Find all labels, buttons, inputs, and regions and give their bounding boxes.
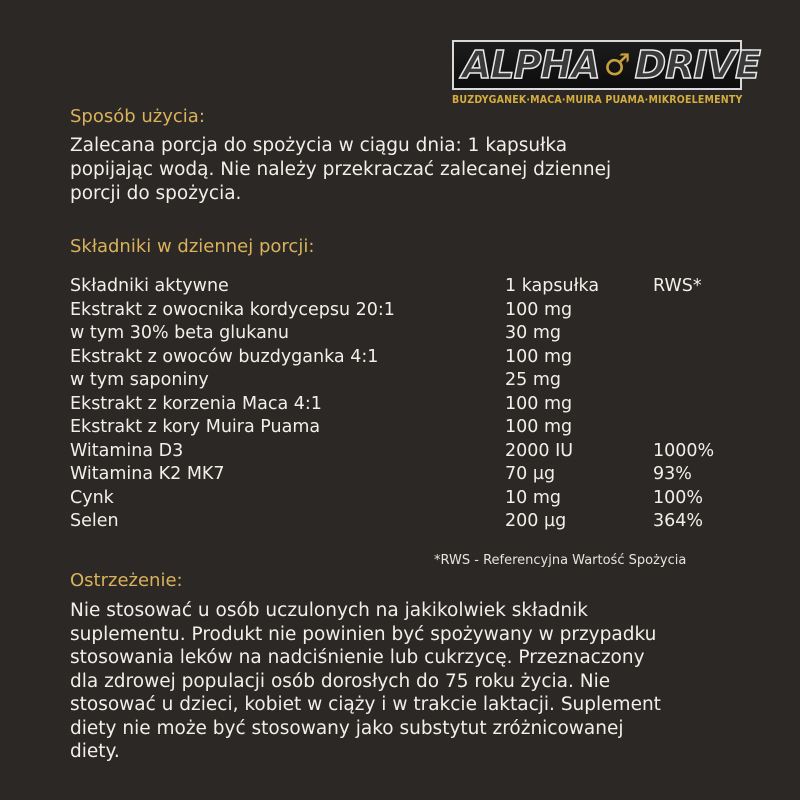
warning-line: Nie stosować u osób uczulonych na jakikolwiek składnik	[70, 600, 588, 621]
table-row	[70, 487, 750, 511]
ingredient-name: Cynk	[70, 487, 114, 508]
table-row	[70, 346, 750, 370]
ingredient-amount: 25 mg	[505, 370, 561, 390]
warning-text	[70, 599, 760, 764]
warning-line: suplementu. Produkt nie powinien być spożywany w przypadku	[70, 623, 657, 645]
ingredient-amount: 100 mg	[505, 393, 573, 414]
ingredient-name: Ekstrakt z owocnika kordycepsu 20:1	[70, 299, 395, 320]
table-row	[70, 416, 750, 440]
usage-line: Zalecana porcja do spożycia w ciągu dnia: 1 kapsułka	[70, 135, 568, 156]
ingredient-rws	[653, 299, 743, 323]
ingredient-amount: 100 mg	[505, 299, 573, 320]
brand-logo	[452, 40, 760, 106]
ingredient-amount: 2000 IU	[505, 440, 574, 461]
header-ingredient: Składniki aktywne	[70, 276, 229, 296]
ingredient-amount: 10 mg	[505, 487, 561, 508]
warning-heading: Ostrzeżenie:	[70, 570, 183, 591]
ingredient-name: Witamina D3	[70, 440, 184, 461]
table-row	[70, 393, 750, 417]
ingredient-rws	[653, 393, 743, 417]
table-row	[70, 440, 750, 464]
header-amount: 1 kapsułka	[505, 276, 600, 296]
ingredient-rws: 1000%	[653, 440, 715, 461]
ingredient-rws	[653, 346, 743, 370]
table-row	[70, 510, 750, 534]
table-row	[70, 369, 750, 393]
ingredient-rws: 93%	[653, 464, 692, 484]
ingredient-amount: 100 mg	[505, 417, 573, 437]
table-header-row	[70, 275, 750, 299]
ingredient-rws	[653, 416, 743, 440]
table-row	[70, 322, 750, 346]
usage-text	[70, 134, 760, 206]
warning-line: diety.	[70, 741, 120, 762]
logo-subtitle: BUZDYGANEK·MACA·MUIRA PUAMA·MIKROELEMENTY	[452, 94, 743, 106]
ingredient-rws: 364%	[653, 511, 704, 531]
logo-box	[452, 40, 760, 90]
warning-line: stosowania leków na nadciśnienie lub cukrzycę. Przeznaczony	[70, 647, 645, 668]
ingredient-name: Ekstrakt z korzenia Maca 4:1	[70, 393, 322, 414]
rws-footnote: *RWS - Referencyjna Wartość Spożycia	[434, 553, 687, 568]
warning-line: dla zdrowej populacji osób dorosłych do 75 roku życia. Nie	[70, 670, 611, 692]
ingredient-amount: 30 mg	[505, 323, 561, 343]
table-row	[70, 299, 750, 323]
warning-line: stosować u dzieci, kobiet w ciąży i w trakcie laktacji. Suplement	[70, 694, 661, 715]
ingredient-name: Witamina K2 MK7	[70, 464, 225, 484]
ingredient-name: w tym 30% beta glukanu	[70, 323, 289, 343]
logo-word-drive: DRIVE	[634, 43, 760, 87]
male-symbol-icon: ♂	[603, 47, 631, 83]
ingredient-name: Ekstrakt z kory Muira Puama	[70, 417, 321, 437]
ingredients-heading: Składniki w dziennej porcji:	[70, 236, 315, 257]
ingredient-name: Ekstrakt z owoców buzdyganka 4:1	[70, 346, 379, 367]
ingredients-table	[70, 275, 750, 534]
logo-word-alpha: ALPHA	[462, 43, 600, 87]
ingredient-amount: 100 mg	[505, 346, 573, 367]
ingredient-rws: 100%	[653, 487, 704, 508]
ingredient-amount: 70 µg	[505, 464, 556, 484]
ingredient-rws	[653, 322, 743, 346]
ingredient-name: w tym saponiny	[70, 370, 209, 390]
warning-line: diety nie może być stosowany jako substytut zróżnicowanej	[70, 717, 624, 739]
table-row	[70, 463, 750, 487]
ingredient-amount: 200 µg	[505, 511, 567, 531]
header-rws: RWS*	[653, 276, 702, 296]
usage-line: porcji do spożycia.	[70, 183, 242, 204]
ingredient-name: Selen	[70, 511, 119, 531]
ingredient-rws	[653, 369, 743, 393]
usage-line: popijając wodą. Nie należy przekraczać zalecanej dziennej	[70, 159, 612, 180]
usage-heading: Sposób użycia:	[70, 106, 205, 127]
